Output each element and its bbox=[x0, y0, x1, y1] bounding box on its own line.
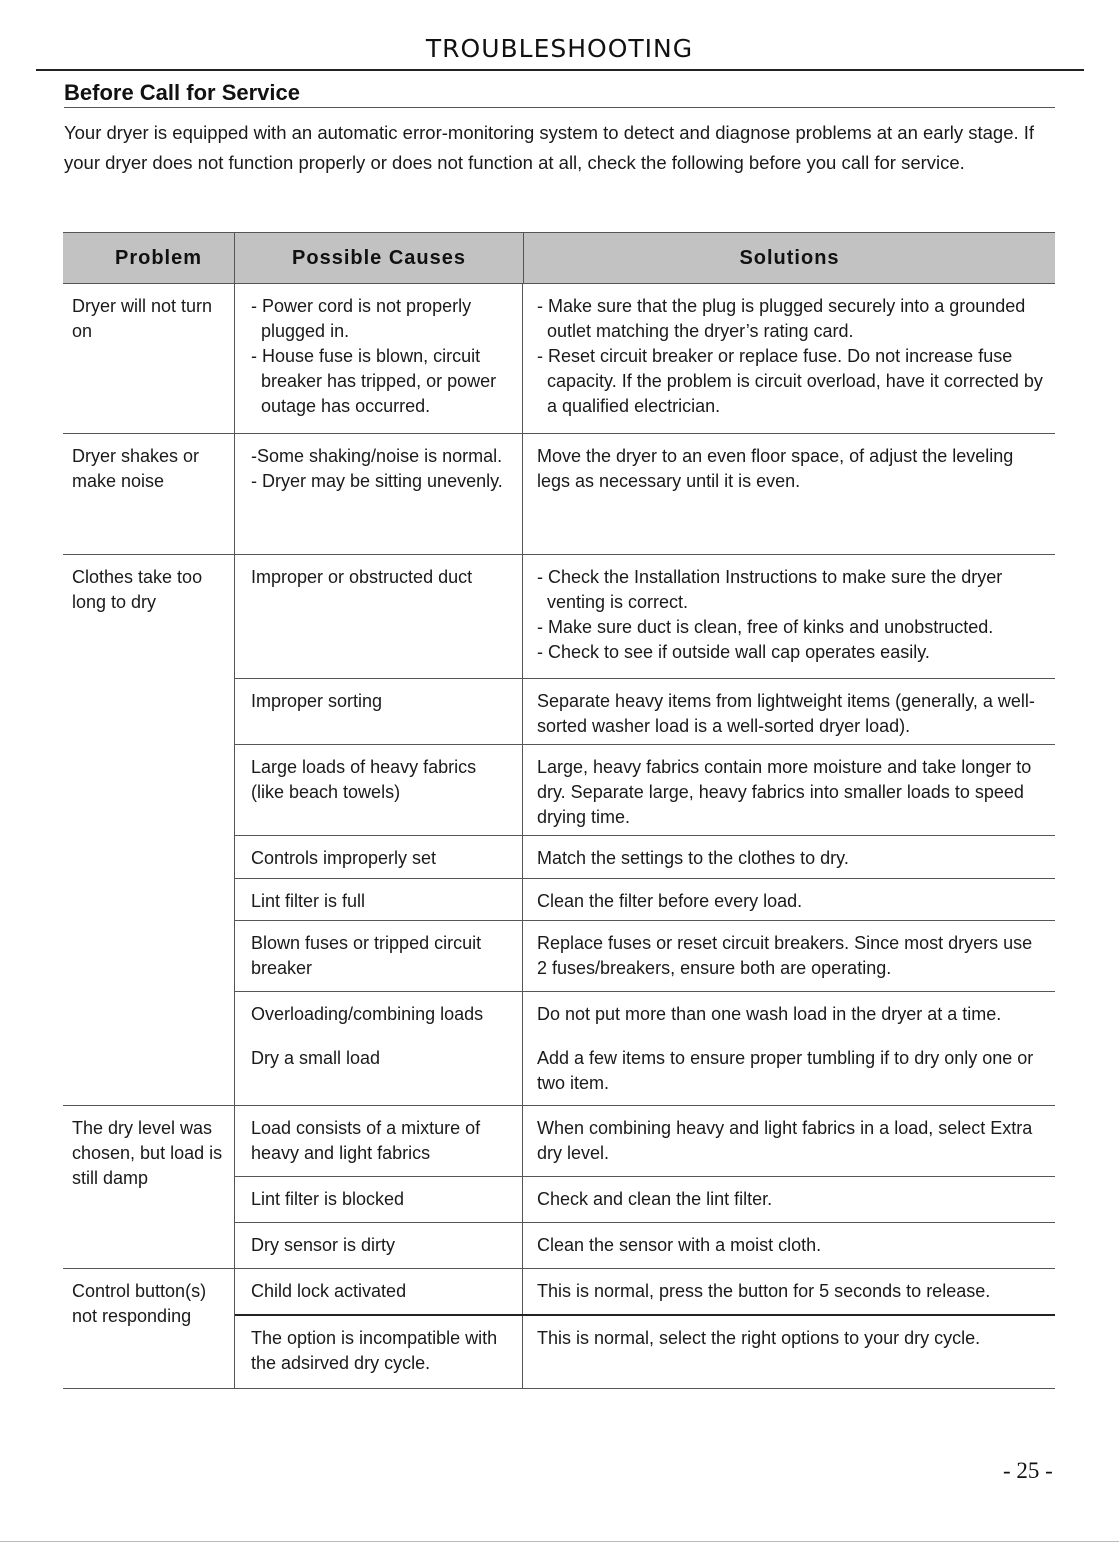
cause-line: Lint filter is blocked bbox=[251, 1189, 405, 1209]
table-row bbox=[235, 555, 1055, 679]
cause-line: Controls improperly set bbox=[251, 848, 437, 868]
solution-line: - Check to see if outside wall cap operates easily. bbox=[537, 642, 930, 662]
cause-solution-rows bbox=[235, 434, 1055, 554]
cause-cell bbox=[235, 679, 523, 744]
problem-group bbox=[63, 284, 1055, 434]
page-title: TROUBLESHOOTING bbox=[425, 34, 694, 63]
cause-line: Improper sorting bbox=[251, 691, 383, 711]
solution-cell bbox=[523, 745, 1055, 835]
solution-cell bbox=[523, 836, 1055, 878]
table-row bbox=[235, 1106, 1055, 1177]
cause-solution-rows bbox=[235, 1106, 1055, 1268]
problem-cell: The dry level was chosen, but load is still damp bbox=[63, 1106, 235, 1268]
solution-cell bbox=[523, 679, 1055, 744]
cause-line: -Some shaking/noise is normal. bbox=[251, 446, 503, 466]
problem-group bbox=[63, 434, 1055, 555]
cause-cell bbox=[235, 879, 523, 920]
table-row bbox=[235, 284, 1055, 434]
cause-cell bbox=[235, 284, 523, 434]
solution-line: Add a few items to ensure proper tumbling if to dry only one or two item. bbox=[537, 1048, 1034, 1093]
cause-cell bbox=[235, 921, 523, 991]
troubleshooting-table bbox=[63, 232, 1055, 1389]
solution-cell bbox=[523, 555, 1055, 678]
header-possible-causes: Possible Causes bbox=[235, 233, 524, 283]
cause-line: Large loads of heavy fabrics (like beach towels) bbox=[251, 757, 477, 802]
solution-line: Large, heavy fabrics contain more moisture and take longer to dry. Separate large, heavy fabrics into smaller loads to speed drying time. bbox=[537, 757, 1032, 827]
cause-line: The option is incompatible with the adsirved dry cycle. bbox=[251, 1328, 498, 1373]
solution-line: - Check the Installation Instructions to make sure the dryer venting is correct. bbox=[537, 567, 1003, 612]
table-row bbox=[235, 1177, 1055, 1223]
solution-cell bbox=[523, 1316, 1055, 1389]
cause-line: Lint filter is full bbox=[251, 891, 366, 911]
section-heading: Before Call for Service bbox=[64, 80, 300, 105]
table-header bbox=[63, 232, 1055, 284]
solution-line: This is normal, select the right options to your dry cycle. bbox=[537, 1328, 981, 1348]
solution-line: Separate heavy items from lightweight items (generally, a well-sorted washer load is a well-sorted dryer load). bbox=[537, 691, 1035, 736]
cause-line: - Power cord is not properly plugged in. bbox=[251, 296, 472, 341]
problem-cell: Dryer shakes or make noise bbox=[63, 434, 235, 554]
cause-cell bbox=[235, 836, 523, 878]
title-divider bbox=[36, 69, 1084, 71]
solution-cell bbox=[523, 1223, 1055, 1269]
solution-line: Match the settings to the clothes to dry. bbox=[537, 848, 849, 868]
cause-line: - House fuse is blown, circuit breaker has tripped, or power outage has occurred. bbox=[251, 346, 497, 416]
problem-cell: Clothes take too long to dry bbox=[63, 555, 235, 1105]
cause-line: Dry sensor is dirty bbox=[251, 1235, 396, 1255]
cause-line: Improper or obstructed duct bbox=[251, 567, 473, 587]
cause-line: Child lock activated bbox=[251, 1281, 407, 1301]
solution-cell bbox=[523, 879, 1055, 920]
cause-line: Load consists of a mixture of heavy and light fabrics bbox=[251, 1118, 481, 1163]
problem-cell: Control button(s) not responding bbox=[63, 1269, 235, 1388]
solution-cell bbox=[523, 1106, 1055, 1176]
solution-cell bbox=[523, 284, 1055, 434]
page-number: - 25 - bbox=[1003, 1458, 1053, 1483]
cause-line: - Dryer may be sitting unevenly. bbox=[251, 471, 503, 491]
solution-line: Clean the filter before every load. bbox=[537, 891, 803, 911]
section-divider bbox=[64, 107, 1055, 108]
cause-solution-rows bbox=[235, 284, 1055, 433]
cause-line: Blown fuses or tripped circuit breaker bbox=[251, 933, 482, 978]
table-row bbox=[235, 921, 1055, 992]
solution-line: Clean the sensor with a moist cloth. bbox=[537, 1235, 822, 1255]
solution-line: - Make sure duct is clean, free of kinks and unobstructed. bbox=[537, 617, 994, 637]
cause-cell bbox=[235, 1106, 523, 1176]
solution-cell bbox=[523, 921, 1055, 991]
solution-line: - Reset circuit breaker or replace fuse. Do not increase fuse capacity. If the problem is circuit overload, have it corrected by a qualified electrician. bbox=[537, 346, 1043, 416]
cause-cell bbox=[235, 745, 523, 835]
solution-cell bbox=[523, 1177, 1055, 1222]
solution-line: Move the dryer to an even floor space, of adjust the leveling legs as necessary until it is even. bbox=[537, 446, 1014, 491]
table-row bbox=[235, 745, 1055, 836]
solution-line: Replace fuses or reset circuit breakers. Since most dryers use 2 fuses/breakers, ensure both are operating. bbox=[537, 933, 1033, 978]
table-row bbox=[235, 1316, 1055, 1389]
problem-cell: Dryer will not turn on bbox=[63, 284, 235, 433]
table-row bbox=[235, 879, 1055, 921]
solution-cell bbox=[523, 992, 1055, 1036]
cause-cell bbox=[235, 1223, 523, 1269]
table-row bbox=[235, 836, 1055, 879]
problem-group bbox=[63, 1269, 1055, 1389]
solution-cell bbox=[523, 1269, 1055, 1314]
problem-group bbox=[63, 1106, 1055, 1269]
table-row bbox=[235, 434, 1055, 555]
problem-group bbox=[63, 555, 1055, 1106]
table-row bbox=[235, 1223, 1055, 1269]
header-problem: Problem bbox=[63, 233, 235, 283]
table-row bbox=[235, 679, 1055, 745]
solution-line: Check and clean the lint filter. bbox=[537, 1189, 773, 1209]
header-solutions: Solutions bbox=[739, 246, 840, 269]
bottom-divider bbox=[0, 1541, 1119, 1542]
table-row bbox=[235, 1269, 1055, 1316]
cause-cell bbox=[235, 1177, 523, 1222]
cause-cell bbox=[235, 992, 523, 1036]
cause-line: Dry a small load bbox=[251, 1048, 381, 1068]
solution-line: This is normal, press the button for 5 seconds to release. bbox=[537, 1281, 991, 1301]
solution-cell bbox=[523, 434, 1055, 555]
solution-line: Do not put more than one wash load in the dryer at a time. bbox=[537, 1004, 1002, 1024]
cause-cell bbox=[235, 434, 523, 555]
cause-solution-rows bbox=[235, 555, 1055, 1105]
cause-cell bbox=[235, 1036, 523, 1106]
intro-paragraph: Your dryer is equipped with an automatic error-monitoring system to detect and diagnose problems at an early stage. If your dryer does not function properly or does not function at all, check the following before you call for service. bbox=[64, 122, 1035, 173]
solution-cell bbox=[523, 1036, 1055, 1106]
solution-line: When combining heavy and light fabrics in a load, select Extra dry level. bbox=[537, 1118, 1033, 1163]
cause-line: Overloading/combining loads bbox=[251, 1004, 484, 1024]
table-body bbox=[63, 284, 1055, 1389]
table-row bbox=[235, 992, 1055, 1036]
cause-cell bbox=[235, 1316, 523, 1389]
cause-cell bbox=[235, 555, 523, 678]
solution-line: - Make sure that the plug is plugged securely into a grounded outlet matching the dryer’s rating card. bbox=[537, 296, 1026, 341]
table-row bbox=[235, 1036, 1055, 1106]
cause-cell bbox=[235, 1269, 523, 1314]
cause-solution-rows bbox=[235, 1269, 1055, 1388]
